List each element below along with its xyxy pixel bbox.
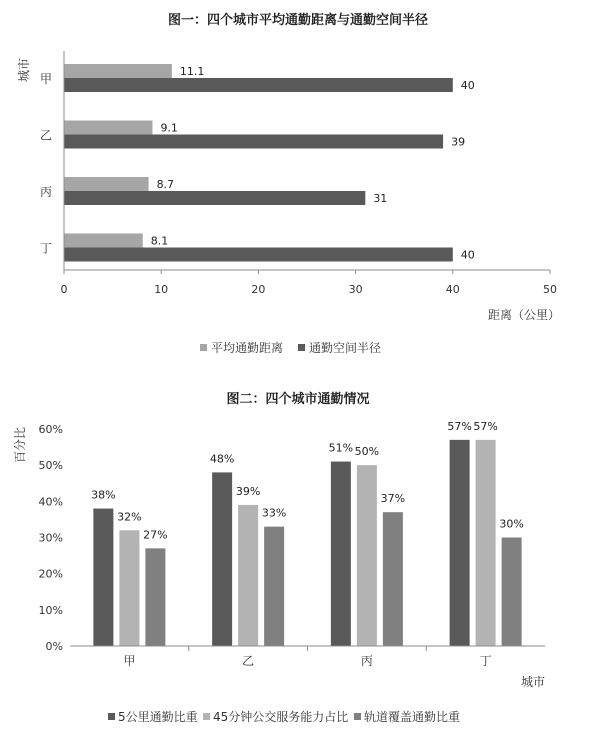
chart2-bar bbox=[119, 530, 139, 646]
chart2-category-label: 乙 bbox=[242, 654, 255, 668]
chart2-legend-label: 轨道覆盖通勤比重 bbox=[364, 710, 461, 724]
chart1-value-label: 8.1 bbox=[150, 234, 169, 248]
chart1-value-label: 40 bbox=[460, 248, 475, 262]
chart1-bar bbox=[64, 135, 443, 149]
chart1-bar bbox=[64, 121, 152, 135]
chart2-x-axis-title: 城市 bbox=[520, 675, 545, 689]
chart2-legend-swatch bbox=[108, 713, 115, 720]
chart2-y-tick-label: 0% bbox=[45, 640, 63, 653]
chart1-bar bbox=[64, 78, 453, 92]
chart2-value-label: 33% bbox=[261, 506, 287, 520]
chart2-bar bbox=[93, 509, 113, 646]
chart1-value-label: 40 bbox=[460, 79, 475, 92]
chart2-legend-label: 5公里通勤比重 bbox=[118, 710, 198, 724]
chart1-bar bbox=[64, 64, 172, 78]
chart2-category-label: 甲 bbox=[123, 654, 136, 668]
chart1-title: 图一：四个城市平均通勤距离与通勤空间半径 bbox=[167, 13, 429, 28]
chart2-bar bbox=[212, 472, 232, 646]
chart1 bbox=[17, 12, 560, 355]
chart1-x-tick-label: 20 bbox=[251, 283, 266, 296]
chart1-x-tick-label: 50 bbox=[543, 283, 557, 296]
chart1-legend-swatch bbox=[298, 344, 305, 351]
chart2-bar bbox=[264, 527, 284, 646]
chart2-y-tick-label: 50% bbox=[38, 459, 63, 473]
chart2-legend-swatch bbox=[203, 713, 210, 720]
chart1-y-axis-title: 城市 bbox=[17, 57, 31, 83]
chart1-value-label: 11.1 bbox=[179, 65, 205, 78]
chart1-category-label: 丙 bbox=[39, 185, 52, 199]
chart2-bar bbox=[383, 512, 403, 646]
chart1-x-tick-label: 10 bbox=[154, 283, 169, 296]
chart1-category-label: 乙 bbox=[39, 128, 52, 143]
chart2-value-label: 37% bbox=[380, 492, 406, 506]
chart1-legend-swatch bbox=[200, 344, 207, 351]
chart2-bar bbox=[450, 440, 470, 646]
chart2-y-tick-label: 60% bbox=[38, 423, 63, 436]
chart1-value-label: 9.1 bbox=[160, 121, 178, 135]
chart2-bar bbox=[502, 538, 522, 647]
chart1-legend-label: 平均通勤距离 bbox=[211, 341, 284, 355]
chart2-value-label: 57% bbox=[473, 419, 498, 433]
chart1-bar bbox=[64, 177, 149, 191]
chart2-bar bbox=[238, 505, 258, 646]
chart2-value-label: 57% bbox=[447, 419, 472, 433]
chart2-bar bbox=[357, 465, 377, 646]
chart2-value-label: 39% bbox=[235, 484, 261, 498]
chart2-value-label: 50% bbox=[354, 445, 380, 459]
chart2-y-tick-label: 20% bbox=[38, 567, 63, 581]
chart2-y-tick-label: 30% bbox=[38, 531, 63, 545]
chart2-value-label: 32% bbox=[117, 510, 142, 524]
chart2-value-label: 48% bbox=[209, 452, 235, 466]
chart1-x-tick-label: 40 bbox=[445, 283, 460, 296]
chart2-bar bbox=[145, 548, 165, 646]
chart2-y-tick-label: 10% bbox=[38, 603, 63, 617]
chart2-bar bbox=[331, 462, 351, 646]
chart2-y-tick-label: 40% bbox=[38, 495, 63, 509]
chart2-category-label: 丙 bbox=[360, 654, 373, 668]
chart1-bar bbox=[64, 234, 143, 248]
chart2-y-axis-title: 百分比 bbox=[13, 426, 27, 464]
chart1-value-label: 8.7 bbox=[156, 178, 175, 191]
chart2-legend-label: 45分钟公交服务能力占比 bbox=[213, 710, 349, 724]
chart1-category-label: 丁 bbox=[39, 241, 52, 256]
chart2-legend-swatch bbox=[354, 713, 361, 720]
chart2-value-label: 30% bbox=[499, 517, 524, 531]
chart1-x-axis-title: 距离（公里） bbox=[487, 308, 560, 322]
chart2-value-label: 38% bbox=[91, 488, 116, 502]
chart1-x-tick-label: 0 bbox=[60, 283, 68, 296]
chart2-value-label: 27% bbox=[143, 528, 168, 542]
chart2-bar bbox=[476, 440, 496, 646]
chart2-value-label: 51% bbox=[328, 441, 354, 455]
chart1-value-label: 39 bbox=[451, 135, 466, 149]
chart1-bar bbox=[64, 248, 453, 262]
chart1-legend-label: 通勤空间半径 bbox=[309, 341, 382, 355]
chart2-category-label: 丁 bbox=[479, 654, 492, 668]
chart2 bbox=[12, 391, 545, 724]
chart1-category-label: 甲 bbox=[39, 72, 52, 86]
chart1-x-tick-label: 30 bbox=[348, 283, 363, 296]
chart2-title: 图二：四个城市通勤情况 bbox=[226, 392, 370, 407]
chart1-value-label: 31 bbox=[373, 192, 388, 205]
chart1-bar bbox=[64, 191, 365, 205]
